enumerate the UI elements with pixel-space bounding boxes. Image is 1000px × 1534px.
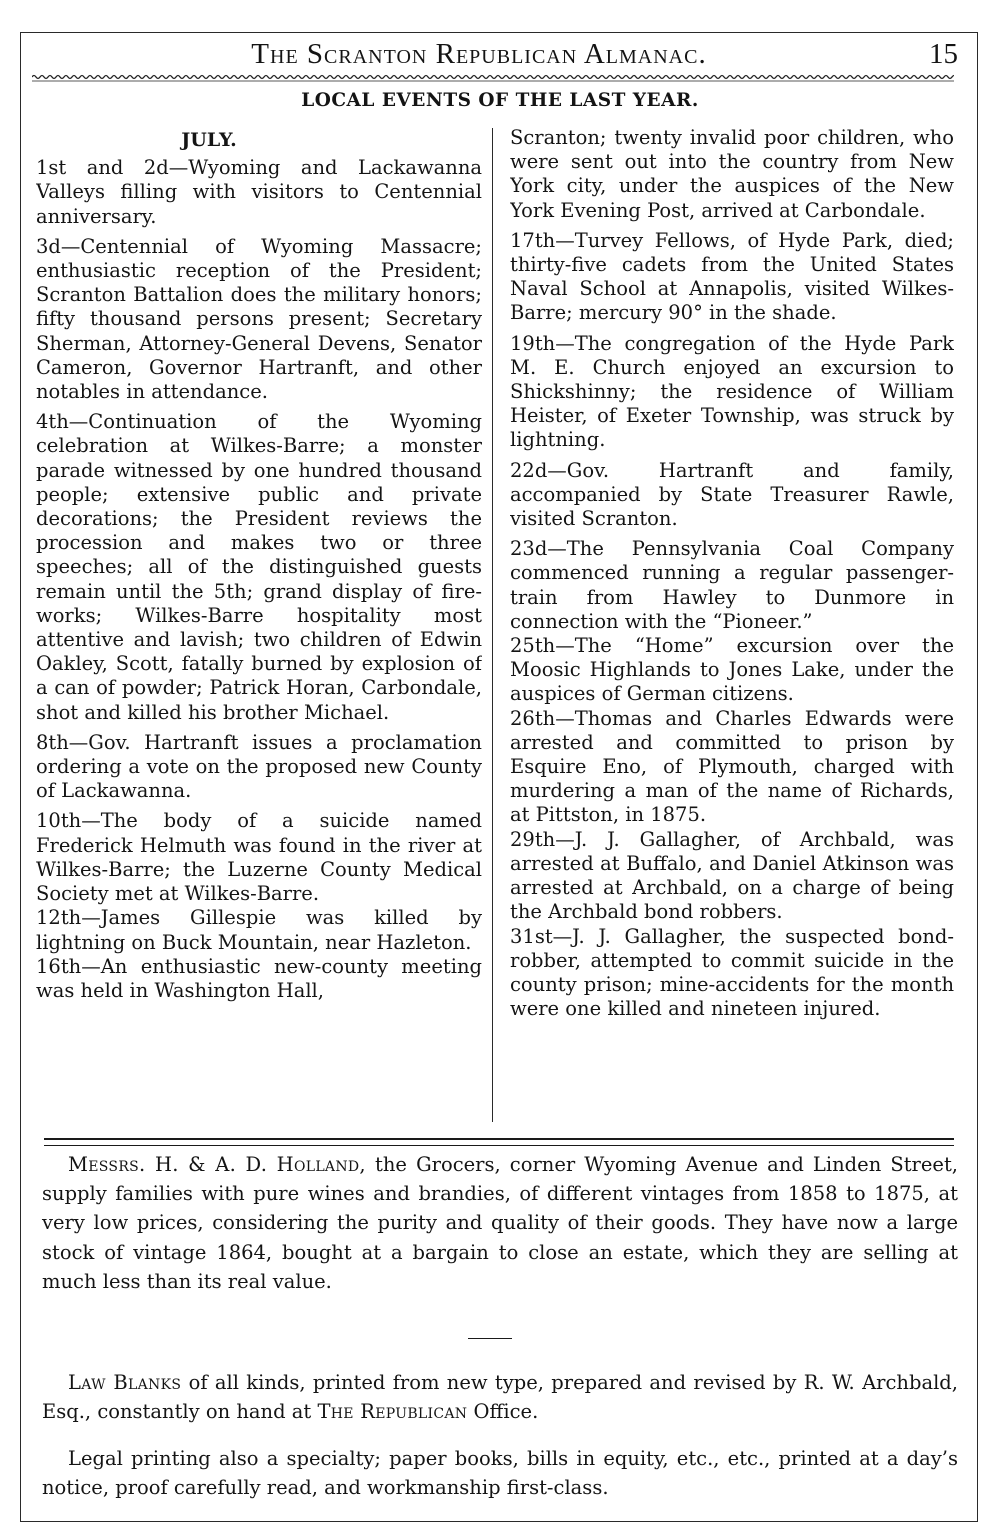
ad-text: of all kinds, printed from new type, prepared and revised by R. W. Archbald, Esq., constantly on hand at bbox=[42, 1371, 958, 1424]
law-blanks-advertisement bbox=[42, 1368, 958, 1426]
event-entry: 3d—Centennial of Wyoming Massacre; enthusiastic reception of the President; Scranton Battalion does the military honors; fifty thousand persons present; Secretary Sherman, Attorney-General Devens, Senator Cameron, Governor Hartranft, and other notables in attendance. bbox=[36, 234, 482, 404]
office-name: The Republican bbox=[317, 1400, 468, 1424]
event-entry: 25th—The “Home” excursion over the Moosic Highlands to Jones Lake, under the auspices of German citizens. bbox=[510, 634, 954, 706]
event-entry: 16th—An enthusiastic new-county meeting was held in Washington Hall, bbox=[36, 954, 482, 1002]
event-entry: 31st—J. J. Gallagher, the suspected bond-robber, attempted to commit suicide in the county prison; mine-accidents for the month were one killed and nineteen injured. bbox=[510, 924, 954, 1021]
event-entry: 12th—James Gillespie was killed by lightning on Buck Mountain, near Hazleton. bbox=[36, 906, 482, 954]
event-entry: 22d—Gov. Hartranft and family, accompanied by State Treasurer Rawle, visited Scranton. bbox=[510, 458, 954, 531]
column-divider bbox=[492, 128, 493, 1122]
wavy-rule bbox=[32, 74, 954, 82]
event-entry: 26th—Thomas and Charles Edwards were arrested and committed to prison by Esquire Eno, of Plymouth, charged with murdering a man of the name of Richards, at Pittston, in 1875. bbox=[510, 706, 954, 827]
event-entry: 29th—J. J. Gallagher, of Archbald, was arrested at Buffalo, and Daniel Atkinson was arrested at Archbald, on a charge of being the Archbald bond robbers. bbox=[510, 827, 954, 924]
event-entry: 8th—Gov. Hartranft issues a proclamation ordering a vote on the proposed new County of Lackawanna. bbox=[36, 730, 482, 803]
event-entry: Scranton; twenty invalid poor children, who were sent out into the country from New York city, under the auspices of the New York Evening Post, arrived at Carbondale. bbox=[510, 126, 954, 222]
ad-lead: Law Blanks bbox=[68, 1371, 182, 1394]
event-entry: 19th—The congregation of the Hyde Park M. E. Church enjoyed an excursion to Shickshinny; the residence of William Heister, of Exeter Township, was struck by lightning. bbox=[510, 331, 954, 452]
legal-printing-advertisement bbox=[42, 1444, 958, 1502]
event-entry: 17th—Turvey Fellows, of Hyde Park, died; thirty-five cadets from the United States Naval School at Annapolis, visited Wilkes-Barre; mercury 90° in the shade. bbox=[510, 228, 954, 325]
ad-text-end: Office. bbox=[467, 1400, 539, 1424]
page-number: 15 bbox=[929, 37, 958, 70]
event-entry: 23d—The Pennsylvania Coal Company commenced running a regular passenger-train from Hawley to Dunmore in connection with the “Pioneer.” bbox=[510, 537, 954, 633]
left-column bbox=[36, 126, 482, 1126]
ad-text: Legal printing also a specialty; paper books, bills in equity, etc., etc., printed at a day’s notice, proof carefully read, and workmanship first-class. bbox=[42, 1447, 958, 1500]
event-entry: 10th—The body of a suicide named Frederick Helmuth was found in the river at Wilkes-Barre; the Luzerne County Medical Society met at Wilkes-Barre. bbox=[36, 809, 482, 906]
holland-advertisement bbox=[42, 1150, 958, 1296]
event-entry: 1st and 2d—Wyoming and Lackawanna Valleys filling with visitors to Centennial anniversary. bbox=[36, 156, 482, 228]
running-header bbox=[40, 34, 958, 74]
ad-lead: Messrs. H. & A. D. Holland, bbox=[68, 1153, 366, 1176]
right-column bbox=[510, 126, 954, 1126]
short-rule bbox=[468, 1338, 512, 1339]
almanac-title: The Scranton Republican Almanac. bbox=[251, 37, 707, 70]
event-entry: 4th—Continuation of the Wyoming celebration at Wilkes-Barre; a monster parade witnessed by one hundred thousand people; extensive public and private decorations; the President reviews the procession and makes two or three speeches; all of the distinguished guests remain until the 5th; grand display of fire-works; Wilkes-Barre hospitality most attentive and lavish; two children of Edwin Oakley, Scott, fatally burned by explosion of a can of powder; Patrick Horan, Carbondale, shot and killed his brother Michael. bbox=[36, 410, 482, 724]
section-title: LOCAL EVENTS OF THE LAST YEAR. bbox=[301, 90, 699, 111]
month-heading: JULY. bbox=[181, 129, 237, 151]
double-rule bbox=[44, 1138, 954, 1146]
ad-text: the Grocers, corner Wyoming Avenue and Linden Street, supply families with pure wines and brandies, of different vintages from 1858 to 1875, at very low prices, considering the purity and quality of their goods. They have now a large stock of vintage 1864, bought at a bargain to close an estate, which they are selling at much less than its real value. bbox=[42, 1153, 958, 1293]
